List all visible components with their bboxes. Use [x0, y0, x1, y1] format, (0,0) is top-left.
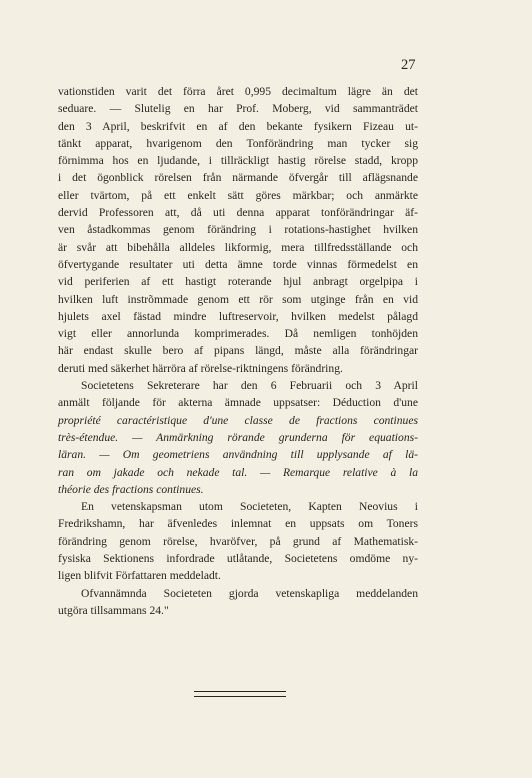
text-line: är svår att bibehålla alldeles likformig, mera tillfredsställande och — [58, 240, 418, 254]
text-line: öfvertygande resultater uti detta ämne torde vinnas förmedelst en — [58, 257, 418, 271]
text-line: vid periferien af ett hastigt roterande hjul anbragt orgelpipa i — [58, 275, 418, 289]
text-line: ven åstadkommas genom förändring i rotations-hastighet hvilken — [58, 223, 418, 237]
text-line: Fredrikshamn, har äfvenledes inlemnat en uppsats om Toners — [58, 517, 418, 531]
text-line: vationstiden varit det förra året 0,995 decimaltum lägre än det — [58, 85, 418, 98]
end-rule — [194, 691, 286, 697]
text-line: deruti med säkerhet härröra af rörelse-riktningens förändring. — [58, 361, 343, 375]
text-line: förändring genom rörelse, hvaröfver, på grund af Mathematisk- — [58, 534, 418, 548]
text-line: tänkt apparat, hvarigenom den Tonförändring man tycker sig — [58, 136, 418, 150]
text-line: anmält följande för akterna ämnade uppsatser: Déduction d'une — [58, 396, 418, 410]
text-line: eller tvärtom, på ett enkelt sätt göres märkbar; och anmärkte — [58, 188, 418, 202]
text-line: Societetens Sekreterare har den 6 Februarii och 3 April — [81, 379, 418, 393]
text-line: fysiska Sektionens infordrade utlåtande, Societetens omdöme ny- — [58, 552, 418, 566]
text-line: propriété caractéristique d'une classe de fractions continues — [58, 413, 418, 427]
text-line: très-étendue. — Anmärkning rörande grunderna för equations- — [58, 430, 418, 444]
text-line: Ofvannämnda Societeten gjorda vetenskapliga meddelanden — [81, 586, 418, 600]
text-line: hvilken luft instrõmmade genom ett rör som utginge från en vid — [58, 292, 418, 306]
text-line: här endast skulle bero af pipans längd, måste alla förändringar — [58, 344, 418, 358]
text-line: dervid Professoren att, då uti denna apparat tonförändringar äf- — [58, 206, 418, 220]
text-line: vigt eller annorlunda komprimerades. Då nemligen tonhöjden — [58, 327, 418, 341]
text-line: läran. — Om geometriens användning till upplysande af lä- — [58, 448, 418, 462]
page-number: 27 — [401, 57, 416, 73]
text-line: théorie des fractions continues. — [58, 482, 204, 496]
text-line: den 3 April, beskrifvit en af den bekante fysikern Fizeau ut- — [58, 119, 418, 133]
paragraph-4 — [58, 585, 418, 620]
text-line: seduare. — Slutelig en har Prof. Moberg, vid sammanträdet — [58, 102, 418, 116]
text-line: ran om jakade och nekade tal. — Remarque relative à la — [58, 465, 418, 479]
text-line: utgöra tillsammans 24." — [58, 603, 169, 617]
text-line: förnimma hos en ljudande, i tillräckligt hastig rörelse stadd, kropp — [58, 154, 418, 168]
text-line: ligen blifvit Författaren meddeladt. — [58, 569, 221, 583]
paragraph-2 — [58, 377, 418, 498]
text-line: En vetenskapsman utom Societeten, Kapten Neovius i — [81, 500, 418, 514]
text-line: i det ögonblick rörelsen från närmande öfvergår till aflägsnande — [58, 171, 418, 185]
paragraph-3 — [58, 498, 418, 584]
text-line: hjulets axel fästad mindre luftreservoir, hvilken medelst pålagd — [58, 309, 418, 323]
paragraph-1 — [58, 83, 418, 377]
body-text — [58, 83, 418, 619]
